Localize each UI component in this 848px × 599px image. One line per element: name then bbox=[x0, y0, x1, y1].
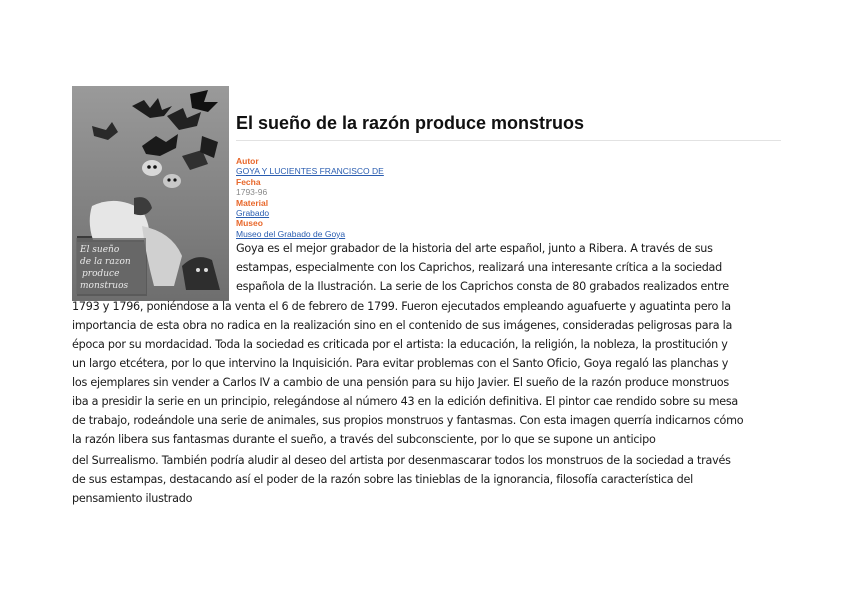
body-line: la razón libera sus fantasmas durante el sueño, a través del subconsciente, por lo que se supone un anticipo bbox=[72, 433, 656, 446]
inscription-line: monstruos bbox=[80, 281, 129, 291]
fecha-label: Fecha bbox=[236, 176, 261, 187]
body-line: de sus estampas, destacando así el poder de la razón sobre las tinieblas de la ignorancia, filosofía característica del bbox=[72, 473, 693, 486]
material-label: Material bbox=[236, 197, 269, 208]
body-line: los ejemplares sin vender a Carlos IV a cambio de una pensión para su hijo Javier. El sueño de la razón produce monstruos bbox=[72, 376, 729, 389]
museo-label: Museo bbox=[236, 218, 263, 229]
inscription-line: El sueño bbox=[80, 245, 120, 255]
body-line: del Surrealismo. También podría aludir al deseo del artista por desenmascarar todos los monstruos de la sociedad a través bbox=[72, 454, 731, 467]
body-line: iba a presidir la serie en un principio, relegándose al número 43 en la edición definitiva. El pintor cae rendido sobre su mesa bbox=[72, 395, 739, 408]
autor-label: Autor bbox=[236, 156, 259, 166]
etching-illustration bbox=[72, 86, 229, 301]
artwork-image bbox=[72, 86, 229, 301]
body-line: un largo etcétera, por lo que intervino la Inquisición. Para evitar problemas con el Santo Oficio, Goya regaló las planchas y bbox=[72, 357, 729, 370]
body-line: estampas, especialmente con los Caprichos, realizará una interesante crítica a la sociedad bbox=[236, 261, 723, 274]
article-title: El sueño de la razón produce monstruos bbox=[236, 112, 781, 141]
metadata-block bbox=[236, 156, 536, 239]
body-line: importancia de esta obra no radica en la realización sino en el contenido de sus imágenes, consideradas peligrosas para la bbox=[72, 319, 733, 332]
museo-link[interactable]: Museo del Grabado de Goya bbox=[236, 228, 346, 239]
body-line: época por su mordacidad. Toda la sociedad es criticada por el artista: la educación, la religión, la nobleza, la prostitución y bbox=[72, 338, 728, 351]
body-line: de trabajo, rodeándole una serie de animales, sus propios monstruos y fantasmas. Con esta imagen querría indicarnos cómo bbox=[72, 414, 744, 427]
fecha-value: 1793-96 bbox=[236, 187, 268, 198]
body-line: pensamiento ilustrado bbox=[72, 492, 193, 505]
inscription-line: de la razon bbox=[80, 257, 131, 267]
autor-link[interactable]: GOYA Y LUCIENTES FRANCISCO DE bbox=[236, 166, 384, 177]
body-line: Goya es el mejor grabador de la historia del arte español, junto a Ribera. A través de sus bbox=[236, 242, 713, 255]
inscription-line: produce bbox=[82, 269, 120, 279]
body-line: 1793 y 1796, poniéndose a la venta el 6 de febrero de 1799. Fueron ejecutados empleando aguafuerte y aguatinta pero la bbox=[72, 300, 731, 313]
body-line: española de la Ilustración. La serie de los Caprichos consta de 80 grabados realizados entre bbox=[236, 280, 729, 293]
material-link[interactable]: Grabado bbox=[236, 208, 270, 219]
